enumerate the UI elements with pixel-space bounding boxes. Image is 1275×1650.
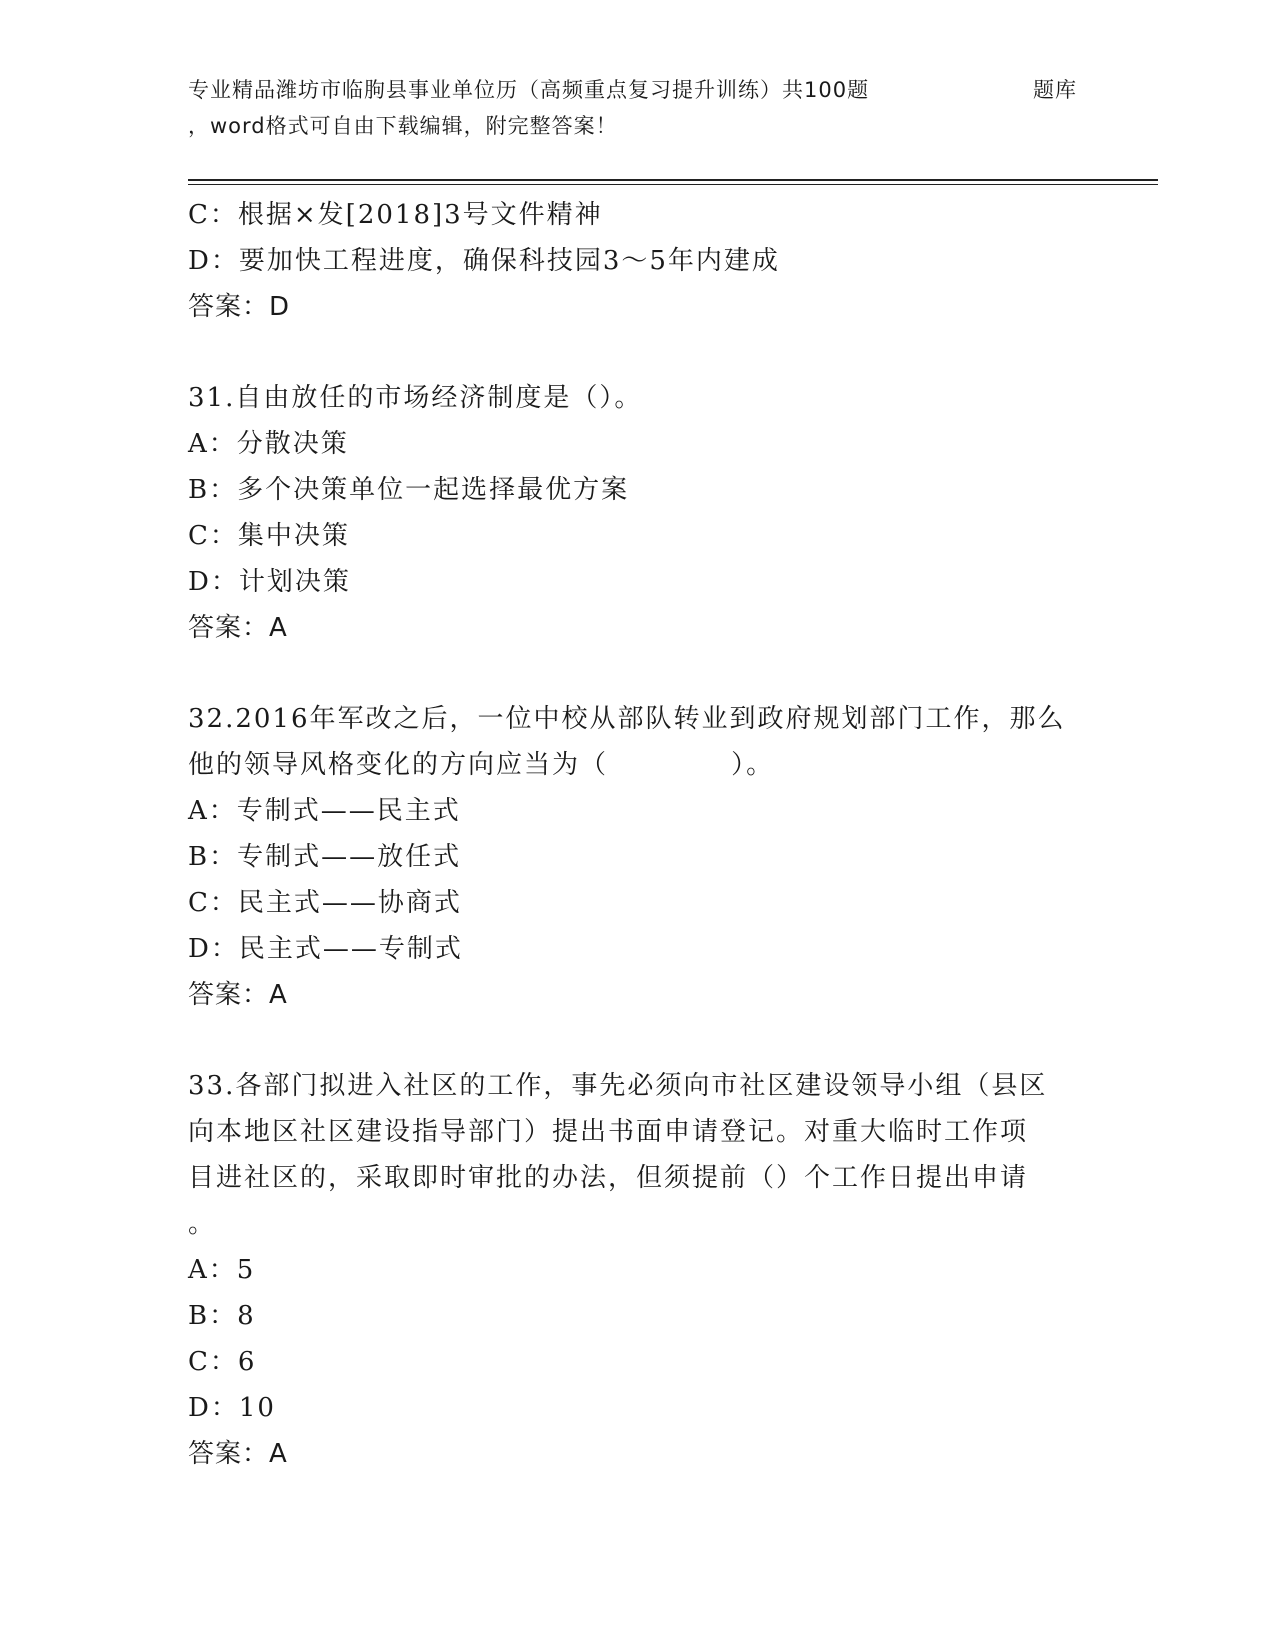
answer: 答案：A [188, 980, 288, 1010]
question-list [188, 192, 1088, 1477]
question-32 [188, 696, 1088, 1018]
option-c: C：民主式——协商式 [188, 888, 462, 918]
option-c: C：6 [188, 1347, 257, 1377]
page-header [188, 74, 1158, 144]
answer: 答案：D [188, 292, 291, 322]
question-31 [188, 375, 1088, 651]
option-d: D：要加快工程进度，确保科技园3～5年内建成 [188, 246, 780, 276]
question-stem-line-2: 向本地区社区建设指导部门）提出书面申请登记。对重大临时工作项 [188, 1117, 1029, 1147]
option-b: B：8 [188, 1301, 256, 1331]
question-stem-line-2: 他的领导风格变化的方向应当为（ ）。 [188, 750, 775, 780]
option-c: C：集中决策 [188, 521, 350, 551]
option-d: D：计划决策 [188, 567, 351, 597]
question-stem: 31.自由放任的市场经济制度是（）。 [188, 383, 643, 413]
spacer [188, 330, 1088, 375]
header-title: 专业精品潍坊市临朐县事业单位历（高频重点复习提升训练）共100题 [188, 78, 870, 102]
question-stem-line-3: 目进社区的，采取即时审批的办法，但须提前（）个工作日提出申请 [188, 1163, 1029, 1193]
option-d: D：民主式——专制式 [188, 934, 463, 964]
spacer [188, 651, 1088, 696]
header-label: 题库 [1033, 78, 1077, 102]
header-rule-thin [188, 184, 1158, 185]
question-stem-line-1: 32.2016年军改之后，一位中校从部队转业到政府规划部门工作，那么 [188, 704, 1066, 734]
option-b: B：多个决策单位一起选择最优方案 [188, 475, 630, 505]
option-b: B：专制式——放任式 [188, 842, 462, 872]
answer: 答案：A [188, 1439, 288, 1469]
option-a: A：5 [188, 1255, 256, 1285]
question-stem-line-1: 33.各部门拟进入社区的工作，事先必须向市社区建设领导小组（县区 [188, 1071, 1048, 1101]
question-stem-line-4: 。 [188, 1209, 217, 1239]
header-rule-thick [188, 179, 1158, 181]
question-30-tail [188, 192, 1088, 330]
option-a: A：专制式——民主式 [188, 796, 461, 826]
option-c: C：根据×发[2018]3号文件精神 [188, 200, 603, 230]
answer: 答案：A [188, 613, 288, 643]
question-33 [188, 1063, 1088, 1477]
option-a: A：分散决策 [188, 429, 349, 459]
spacer [188, 1018, 1088, 1063]
header-subtitle: ，word格式可自由下载编辑，附完整答案！ [188, 114, 618, 138]
option-d: D：10 [188, 1393, 276, 1423]
